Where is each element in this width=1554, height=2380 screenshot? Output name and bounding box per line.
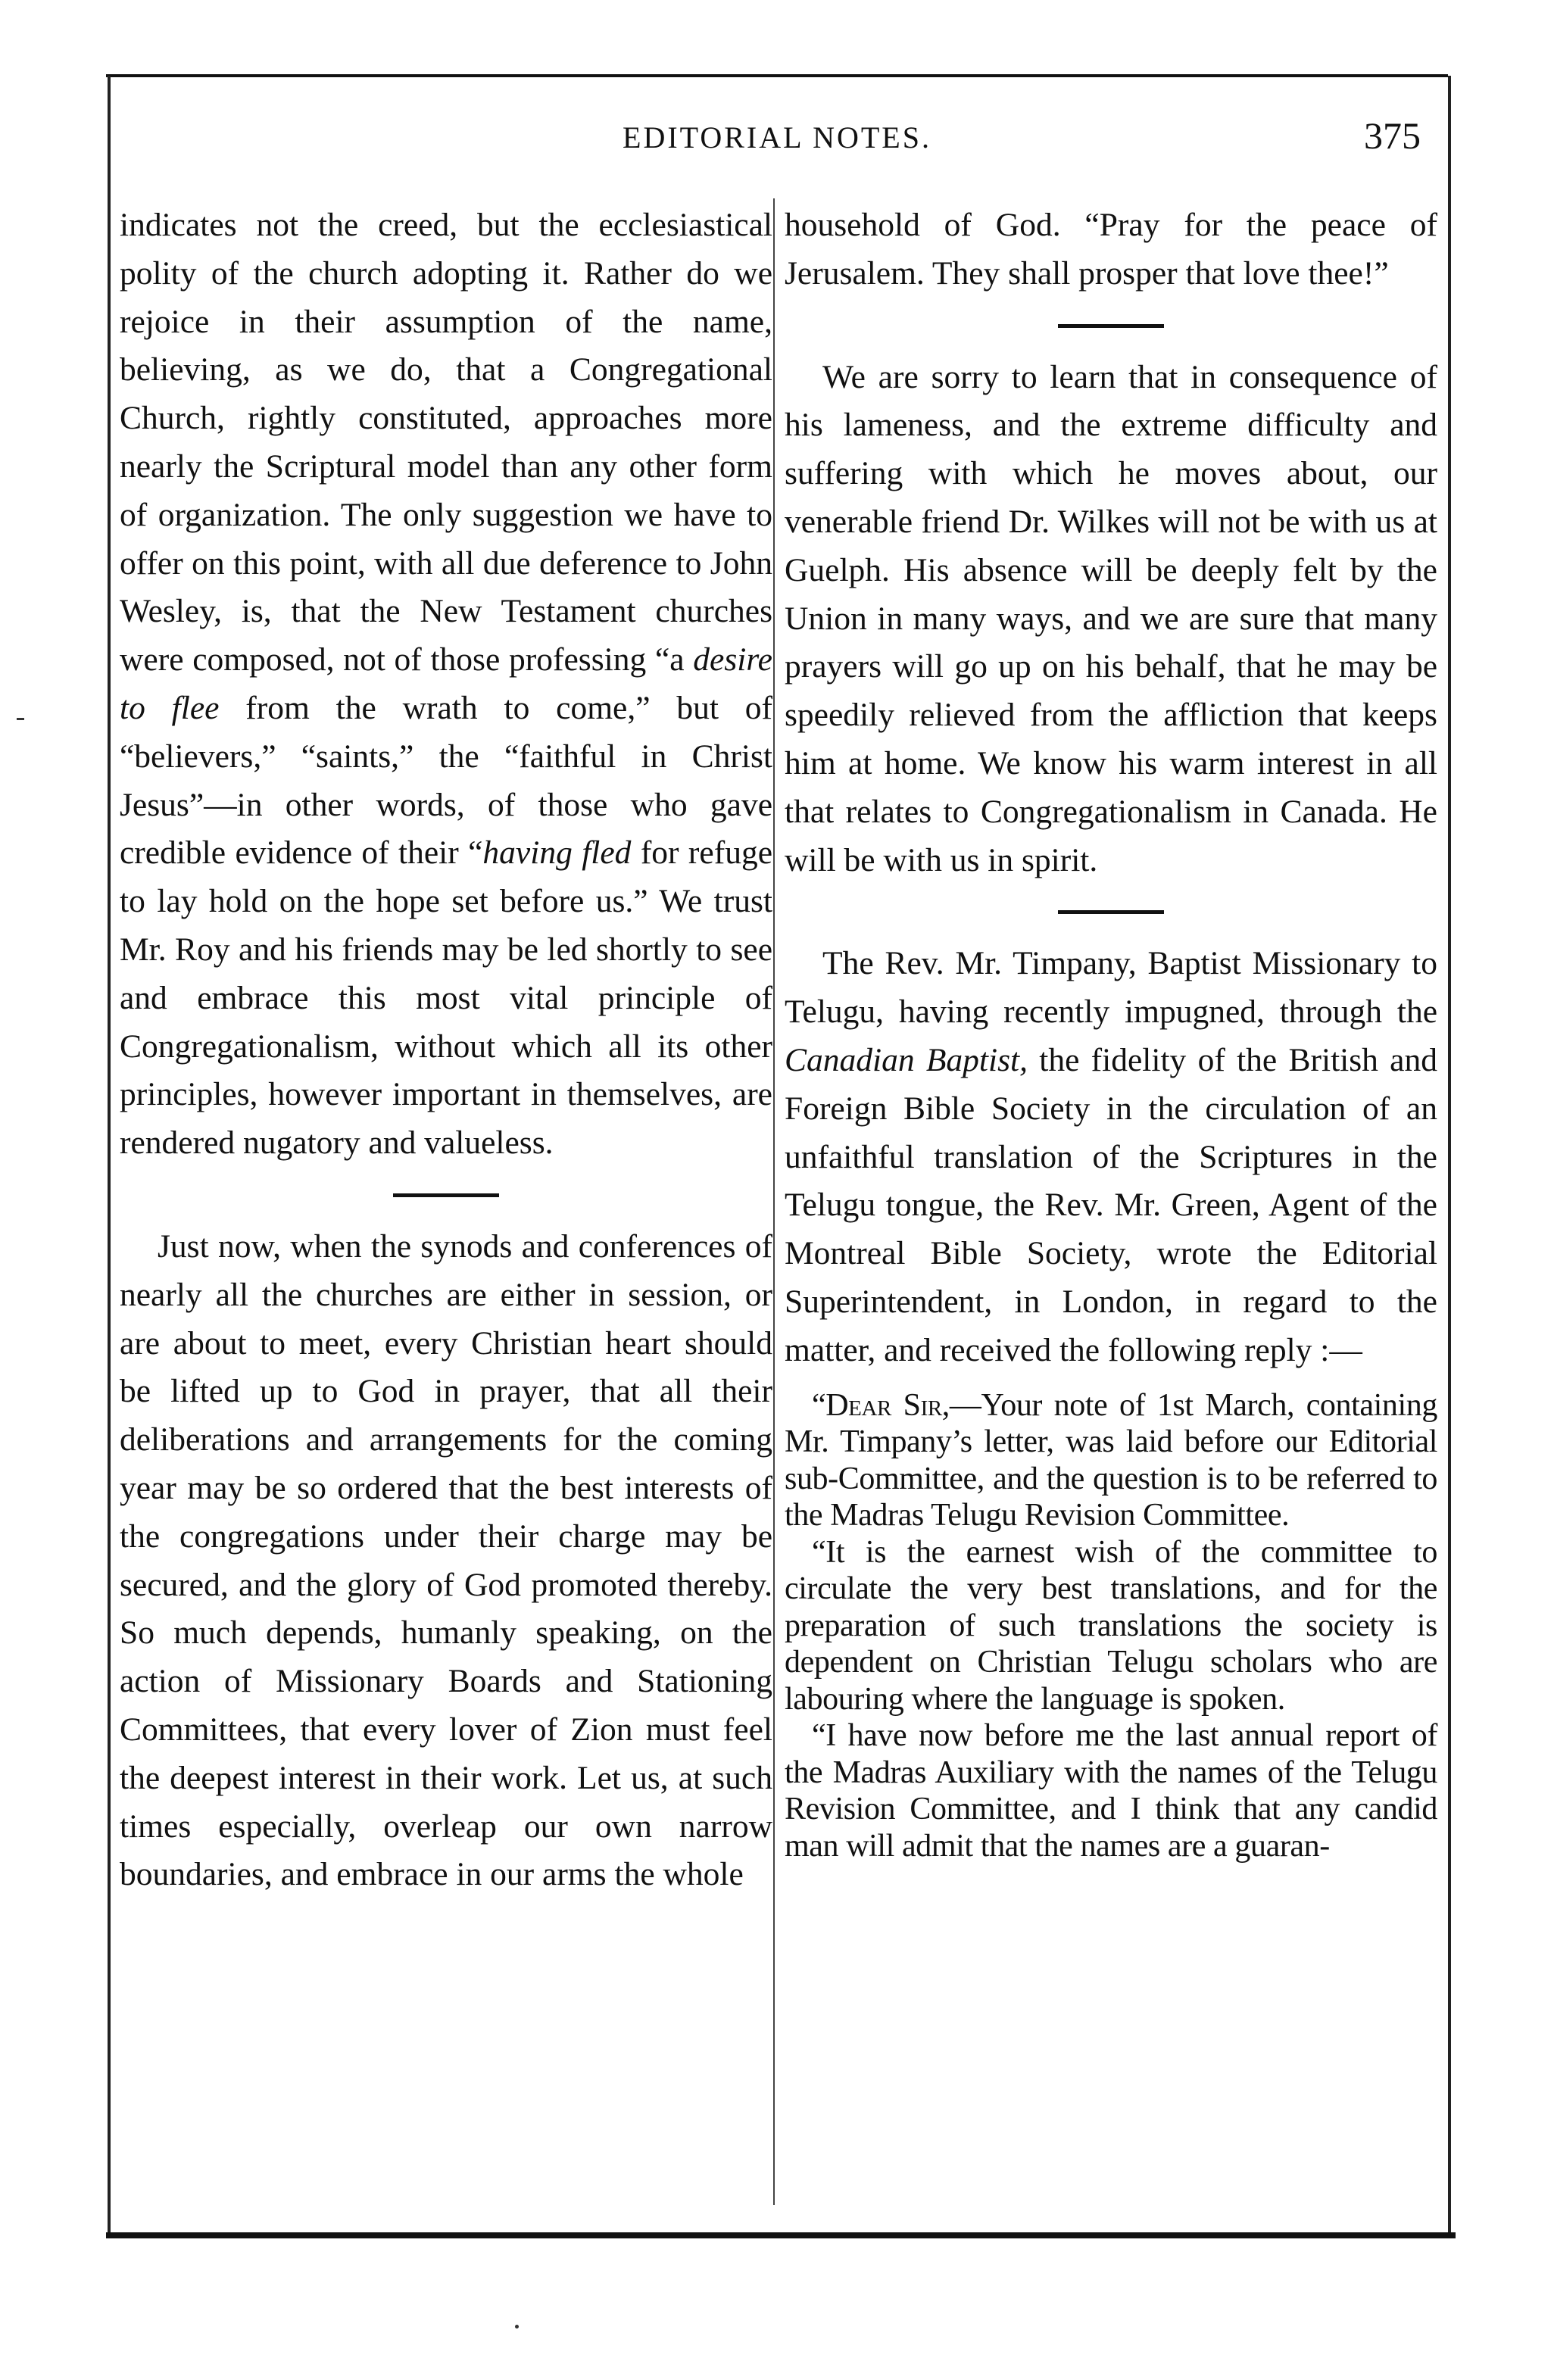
frame-right-border: [1448, 76, 1451, 2235]
left-paragraph-2: Just now, when the synods and conferences of nearly all the churches are either in session, or are about to meet, every Christian heart should be lifted up to God in prayer, that all their deliberations and arrangements for the coming year may be so ordered that the best interests of the congregations under their charge may be secured, and the glory of God promoted thereby. So much depends, humanly speaking, on the action of Missionary Boards and Stationing Committees, that every lover of Zion must feel the deepest interest in their work. Let us, at such times especially, overleap our own narrow boundaries, and embrace in our arms the whole: [120, 1227, 772, 1893]
text-run: from the wrath to come,” but of “believers,” “saints,” the “faithful in Christ Jesus”—in other words, of those who gave credible evidence of their “: [120, 689, 772, 872]
text-run: The Rev. Mr. Timpany, Baptist Missionary to Telugu, having recently impugned, through the: [785, 945, 1437, 1031]
left-paragraph-1: [120, 201, 772, 1168]
page-number: 375: [1364, 114, 1421, 157]
running-head: EDITORIAL NOTES.: [623, 120, 931, 154]
right-paragraph-3: [785, 940, 1437, 1374]
text-run: the fidelity of the British and Foreign Bible Society in the circulation of an unfaithful translation of the Scriptures in the Telugu tongue, the Rev. Mr. Green, Agent of the Montreal Bible Society, wrote the Editorial Superintendent, in London, in regard to the matter, and received the following reply :—: [785, 1041, 1437, 1368]
left-column: [120, 201, 772, 1899]
text-run: for refuge to lay hold on the hope set before us.” We trust Mr. Roy and his friends may be led shortly to see and embrace this most vital principle of Congregationalism, without which all its other principles, however important in themselves, are rendered nugatory and valueless.: [120, 834, 773, 1162]
letter-paragraph-2: “It is the earnest wish of the committee to circulate the very best translations, and for the preparation of such translations the society is dependent on Christian Telugu scholars who are labouring where the language is spoken.: [785, 1534, 1437, 1717]
bottom-speck: [515, 2325, 519, 2329]
italic-run: having fled: [482, 834, 632, 872]
right-column: [785, 201, 1437, 1864]
frame-bottom-border: [106, 2232, 1456, 2238]
section-rule: [1058, 324, 1164, 328]
column-divider: [773, 198, 775, 2205]
frame-left-border: [108, 76, 111, 2235]
text-run: indicates not the creed, but the ecclesiastical polity of the church adopting it. Rather do we rejoice in their assumption of the name, believing, as we do, that a Congregational Church, rightly constituted, approaches more nearly the Scriptural model than any other form of organization. The only suggestion we have to offer on this point, with all due deference to John Wesley, is, that the New Testament churches were composed, not of those professing “a: [120, 207, 772, 678]
letter-paragraph-3: “I have now before me the last annual report of the Madras Auxiliary with the names of the Telugu Revision Committee, and I think that any candid man will admit that the names are a guaran-: [785, 1718, 1437, 1864]
letter-paragraph-1: [785, 1387, 1437, 1534]
italic-run: desire to flee: [120, 641, 772, 726]
italic-run: Canadian Baptist,: [785, 1041, 1028, 1078]
text-run: ,—Your note of 1st March, containing Mr. Timpany’s letter, was laid before our Editorial sub-Committee, and the question is to be referred to the Madras Telugu Revision Committee.: [785, 1387, 1437, 1533]
section-rule: [393, 1193, 499, 1197]
salutation: Dear Sir: [825, 1387, 942, 1423]
text-run: “: [812, 1387, 826, 1423]
right-paragraph-1: household of God. “Pray for the peace of Jerusalem. They shall prosper that love thee!”: [785, 207, 1437, 292]
frame-top-border: [106, 74, 1448, 77]
section-rule: [1058, 910, 1164, 914]
right-paragraph-2: We are sorry to learn that in consequence of his lameness, and the extreme difficulty and suffering with which he moves about, our venerable friend Dr. Wilkes will not be with us at Guelph. His absence will be deeply felt by the Union in many ways, and we are sure that many prayers will go up on his behalf, that he may be speedily relieved from the affliction that keeps him at home. We know his warm interest in all that relates to Congregationalism in Canada. He will be with us in spirit.: [785, 358, 1437, 878]
margin-mark: [17, 718, 24, 720]
